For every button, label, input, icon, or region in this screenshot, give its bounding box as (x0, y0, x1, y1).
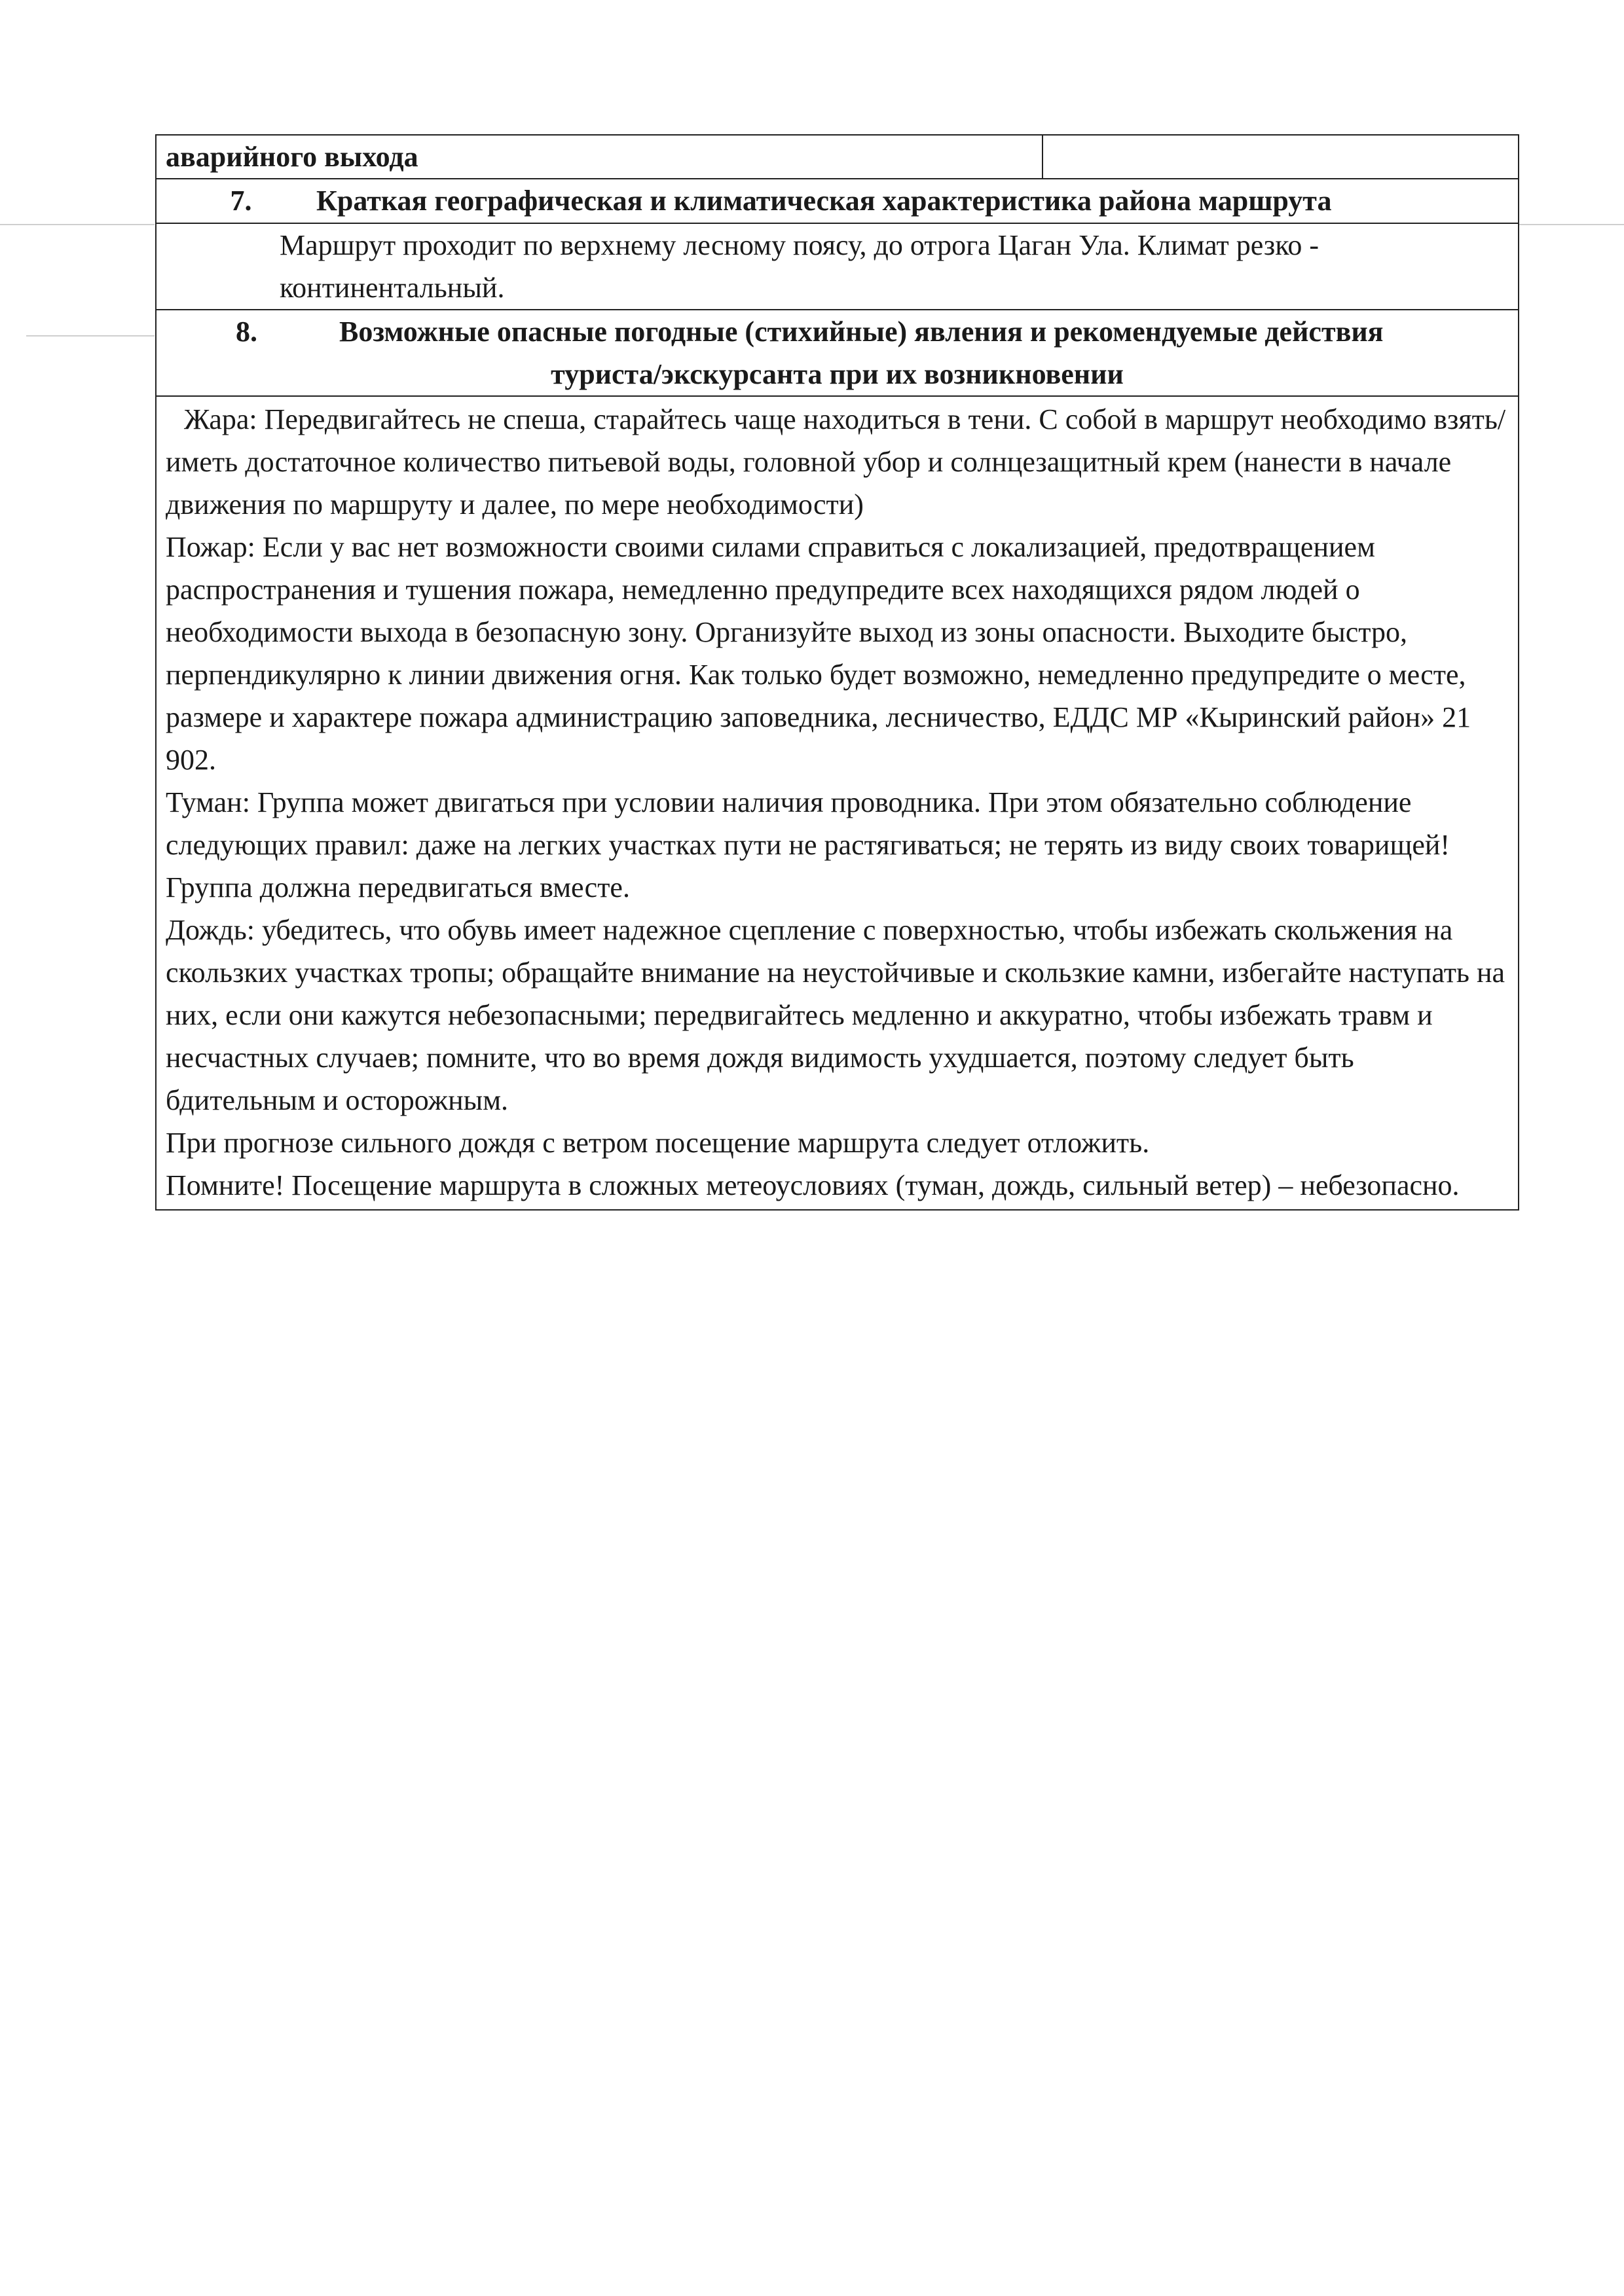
section-7-header-row (156, 179, 1519, 223)
section-7-header (156, 179, 1519, 223)
section-8-hazards-row (156, 396, 1519, 1210)
section-7-description (156, 223, 1519, 310)
scan-artifact-line (0, 224, 155, 225)
section-7-description-line-2: континентальный. (280, 272, 505, 304)
hazard-rain-wind: При прогнозе сильного дождя с ветром посещение маршрута следует отложить. (166, 1127, 1150, 1159)
section-7-number: 7. (230, 185, 252, 217)
section-8-title-line-2: туриста/экскурсанта при их возникновении (551, 358, 1124, 390)
hazard-warning: Помните! Посещение маршрута в сложных метеоусловиях (туман, дождь, сильный ветер) – небезопасно. (166, 1169, 1460, 1201)
emergency-exit-value (1043, 135, 1519, 179)
scan-artifact-line (26, 335, 155, 337)
scan-artifact-line (1518, 224, 1624, 225)
hazard-rain: Дождь: убедитесь, что обувь имеет надежное сцепление с поверхностью, чтобы избежать скольжения на скользких участках тропы; обращайте внимание на неустойчивые и скользкие камни, избегайте наступать на них, если они кажутся небезопасными; передвигайтесь медленно и аккуратно, чтобы избежать травм и несчастных случаев; помните, что во время дождя видимость ухудшается, поэтому следует быть бдительным и осторожным. (166, 914, 1505, 1116)
section-8-header (156, 310, 1519, 396)
hazard-fog: Туман: Группа может двигаться при условии наличия проводника. При этом обязательно соблюдение следующих правил: даже на легких участках пути не растягиваться; не терять из виду своих товарищей! Группа должна передвигаться вместе. (166, 786, 1450, 903)
route-info-table (155, 134, 1519, 1211)
section-7-description-line-1: Маршрут проходит по верхнему лесному поясу, до отрога Цаган Ула. Климат резко - (280, 229, 1320, 261)
hazard-heat: Жара: Передвигайтесь не спеша, старайтесь чаще находиться в тени. С собой в маршрут необходимо взять/иметь достаточное количество питьевой воды, головной убор и солнцезащитный крем (нанести в начале движения по маршруту и далее, по мере необходимости) (166, 403, 1506, 520)
section-7-description-row (156, 223, 1519, 310)
emergency-exit-label: аварийного выхода (156, 135, 1043, 179)
emergency-exit-row (156, 135, 1519, 179)
section-8-header-row (156, 310, 1519, 396)
section-8-title-part-1: Возможные опасные погодные (стихийные) явления и рекомендуемые действия (339, 316, 1384, 348)
section-7-title: Краткая географическая и климатическая характеристика района маршрута (316, 185, 1332, 217)
section-8-number: 8. (236, 316, 257, 348)
hazard-fire: Пожар: Если у вас нет возможности своими силами справиться с локализацией, предотвращением распространения и тушения пожара, немедленно предупредите всех находящихся рядом людей о необходимости выхода в безопасную зону. Организуйте выход из зоны опасности. Выходите быстро, перпендикулярно к линии движения огня. Как только будет возможно, немедленно предупредите о месте, размере и характере пожара администрацию заповедника, лесничество, ЕДДС МР «Кыринский район» 21 902. (166, 531, 1471, 776)
section-8-title-line-1 (166, 310, 1509, 353)
section-8-hazards (156, 396, 1519, 1210)
